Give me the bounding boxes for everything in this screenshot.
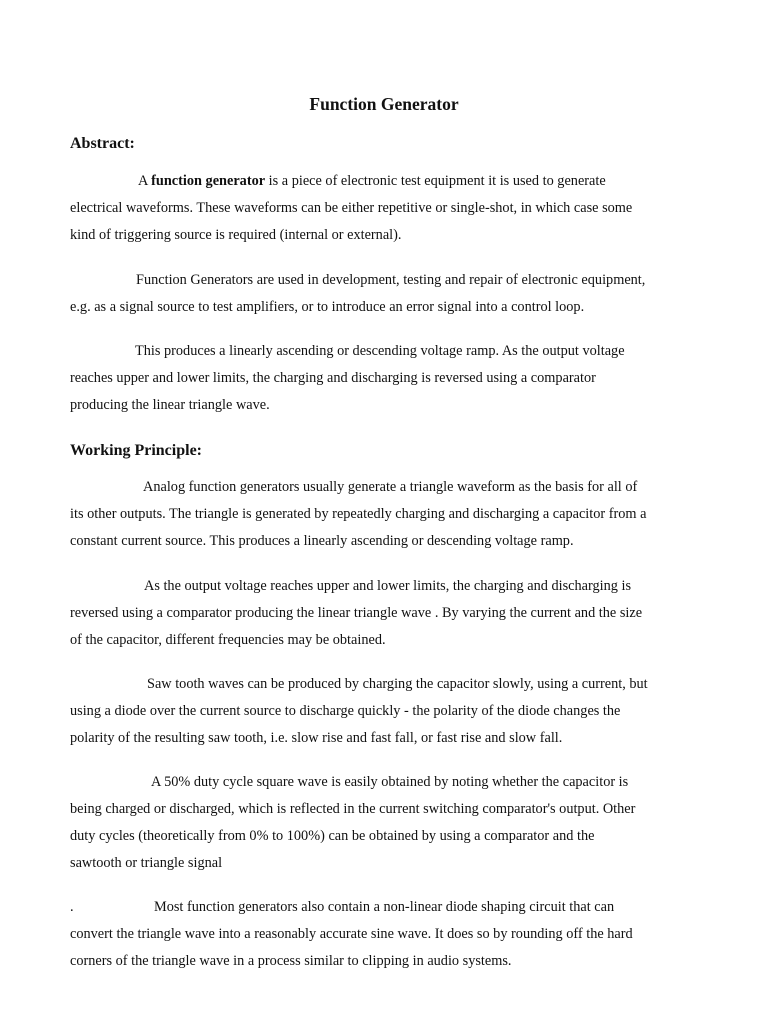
paragraph-line: reaches upper and lower limits, the charging and discharging is reversed using a comparator: [70, 370, 596, 386]
abstract-paragraph-1: [70, 168, 710, 249]
paragraph-line: electrical waveforms. These waveforms can be either repetitive or single-shot, in which case some: [70, 200, 633, 216]
leading-dot: .: [70, 899, 74, 915]
paragraph-line: [70, 894, 710, 921]
paragraph-line: [70, 769, 710, 796]
paragraph-line: duty cycles (theoretically from 0% to 100%) can be obtained by using a comparator and the: [70, 828, 595, 844]
paragraph-line: [70, 671, 710, 698]
paragraph-line: using a diode over the current source to discharge quickly - the polarity of the diode changes the: [70, 703, 621, 719]
paragraph-line: polarity of the resulting saw tooth, i.e. slow rise and fast fall, or fast rise and slow fall.: [70, 730, 563, 746]
paragraph-text: A: [138, 173, 152, 189]
working-paragraph-1: [70, 474, 710, 555]
paragraph-text: Function Generators are used in development, testing and repair of electronic equipment,: [136, 272, 646, 288]
paragraph-text: Analog function generators usually generate a triangle waveform as the basis for all of: [143, 479, 638, 495]
abstract-paragraph-2: [70, 267, 710, 321]
paragraph-text: Saw tooth waves can be produced by charging the capacitor slowly, using a current, but: [147, 676, 648, 692]
working-principle-heading: Working Principle:: [70, 442, 202, 459]
paragraph-line: being charged or discharged, which is reflected in the current switching comparator's output. Other: [70, 801, 636, 817]
paragraph-text: A 50% duty cycle square wave is easily obtained by noting whether the capacitor is: [151, 774, 629, 790]
document-title: Function Generator: [309, 94, 459, 114]
paragraph-line: [70, 474, 710, 501]
paragraph-line: convert the triangle wave into a reasonably accurate sine wave. It does so by rounding off the hard: [70, 926, 633, 942]
paragraph-line: constant current source. This produces a linearly ascending or descending voltage ramp.: [70, 533, 574, 549]
abstract-heading: Abstract:: [70, 135, 135, 152]
paragraph-line: [70, 267, 710, 294]
working-paragraph-3: [70, 671, 710, 752]
abstract-paragraph-3: [70, 338, 710, 419]
paragraph-line: [70, 573, 710, 600]
working-paragraph-5: [70, 894, 710, 975]
paragraph-line: e.g. as a signal source to test amplifiers, or to introduce an error signal into a control loop.: [70, 299, 585, 315]
paragraph-line: reversed using a comparator producing the linear triangle wave . By varying the current and the size: [70, 605, 643, 621]
paragraph-line: kind of triggering source is required (internal or external).: [70, 227, 402, 243]
paragraph-line: [70, 338, 710, 365]
paragraph-line: corners of the triangle wave in a process similar to clipping in audio systems.: [70, 953, 512, 969]
paragraph-line: sawtooth or triangle signal: [70, 855, 223, 871]
paragraph-line: producing the linear triangle wave.: [70, 397, 270, 413]
working-paragraph-2: [70, 573, 710, 654]
working-paragraph-4: [70, 769, 710, 877]
paragraph-text: is a piece of electronic test equipment it is used to generate: [265, 173, 606, 189]
bold-term: function generator: [151, 173, 266, 189]
paragraph-line: its other outputs. The triangle is generated by repeatedly charging and discharging a capacitor from a: [70, 506, 647, 522]
paragraph-text: This produces a linearly ascending or descending voltage ramp. As the output voltage: [135, 343, 625, 359]
paragraph-line: of the capacitor, different frequencies may be obtained.: [70, 632, 386, 648]
paragraph-line: [70, 168, 710, 195]
paragraph-text: As the output voltage reaches upper and lower limits, the charging and discharging is: [144, 578, 632, 594]
paragraph-text: Most function generators also contain a non-linear diode shaping circuit that can: [154, 899, 615, 915]
